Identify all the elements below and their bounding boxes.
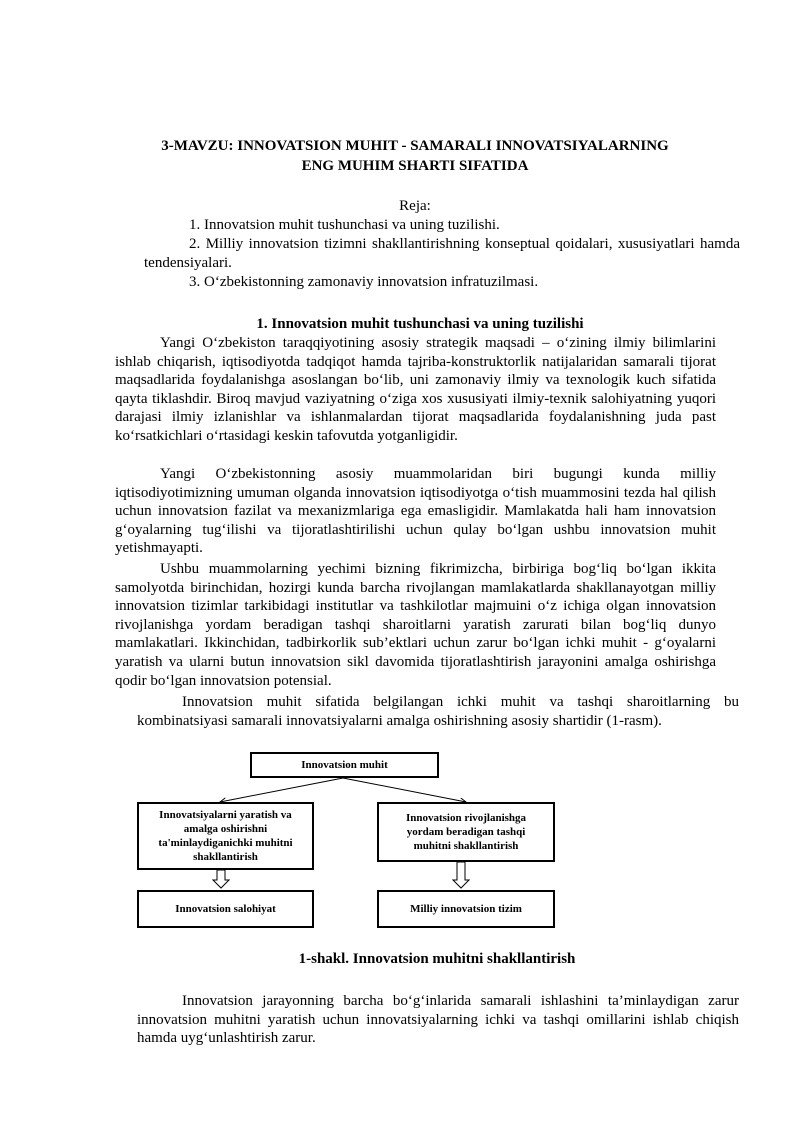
plan-item: 3. O‘zbekistonning zamonaviy innovatsion infratuzilmasi. xyxy=(189,274,539,290)
paragraph: Yangi O‘zbekiston taraqqiyotining asosiy strategik maqsadi – o‘zining ilmiy bilimlarini ishlab chiqarish, iqtisodiyotda tadqiqot hamda tajriba-konstruktorlik natijalaridan samarali tijorat maqsadlarida foydalanishga asoslangan bo‘lib, uni zamonaviy ilmiy va texnologik kuch sifatida qayta tiklashdir. Biroq mavjud vaziyatning o‘ziga xos xususiyati ilmiy-texnik salohiyatning yuqori darajasi ilmiy izlanishlar va ishlanmalardan tijorat maqsadlarida foydalanishning juda past ko‘rsatkichlari o‘rtasidagi keskin tafovutda yotganligidir. xyxy=(115,335,716,444)
paragraph: Ushbu muammolarning yechimi bizning fikrimizcha, birbiriga bog‘liq bo‘lgan ikkita samolyotda birinchidan, hozirgi kunda barcha rivojlangan mamlakatlarda shakllanayotgan milliy innovatsion tizimlar tarkibidagi institutlar va tashkilotlar majmuini o‘z ichiga olgan innovatsion rivojlanishga yordam beradigan tashqi sharoitlarni yaratish zarurati bilan bog‘liq dunyo mamlakatlari. Ikkinchidan, tadbirkorlik sub’ektlari uchun zarur bo‘lgan ichki muhit - g‘oyalarni yaratish va ularni butun innovatsion sikl davomida tijoratlashtirish jarayonini amalga oshirishga qodir bo‘lgan innovatsion potensial. xyxy=(115,561,716,689)
paragraph: Yangi O‘zbekistonning asosiy muammolaridan biri bugungi kunda milliy iqtisodiyotimizning umuman olganda innovatsion iqtisodiyotga o‘tish muammosini tezda hal qilish uchun innovatsion fazilat va mexanizmlariga ega emasligidir. Mamlakatda hali ham innovatsion g‘oyalarning tug‘ilishi va tijoratlashtirilishi uchun qulay bo‘lgan ushbu innovatsion muhit yetishmayapti. xyxy=(115,466,716,557)
paragraph: Innovatsion jarayonning barcha bo‘g‘inlarida samarali ishlashini ta’minlaydigan zarur innovatsion muhitni yaratish uchun innovatsiyalarning ichki va tashqi omillarini ishlab chiqish hamda uyg‘unlashtirish zarur. xyxy=(137,993,739,1047)
diagram-box-label: Innovatsion salohiyat xyxy=(175,903,276,915)
plan-list xyxy=(144,216,740,292)
diagram-box-innovation-environment xyxy=(250,752,439,778)
diagram-box-label: Milliy innovatsion tizim xyxy=(410,903,522,915)
diagram-box-external-environment xyxy=(377,802,555,862)
diagram-box-innovation-potential xyxy=(137,890,314,928)
section-heading: 1. Innovatsion muhit tushunchasi va uning tuzilishi xyxy=(256,316,584,332)
paragraph: Innovatsion muhit sifatida belgilangan ichki muhit va tashqi sharoitlarning bu kombinatsiyasi samarali innovatsiyalarni amalga oshirishning asosiy shartidir (1-rasm). xyxy=(137,694,739,729)
diagram-box-internal-environment xyxy=(137,802,314,870)
figure-caption: 1-shakl. Innovatsion muhitni shakllantirish xyxy=(298,951,576,967)
diagram-box-label: Innovatsion muhit xyxy=(301,759,388,771)
arrow-to-internal xyxy=(220,778,343,802)
diagram-box-label: Innovatsiyalarni yaratish va amalga oshirishni ta'minlaydiganichki muhitni shakllantirish xyxy=(158,809,293,863)
diagram-box-label: Innovatsion rivojlanishga yordam beradigan tashqi muhitni shakllantirish xyxy=(405,812,527,852)
title-line-2: ENG MUHIM SHARTI SIFATIDA xyxy=(301,158,529,174)
arrow-to-external xyxy=(343,778,466,802)
block-arrow-right xyxy=(453,862,469,888)
plan-label: Reja: xyxy=(399,198,431,214)
diagram-box-national-innovation-system xyxy=(377,890,555,928)
plan-item: 1. Innovatsion muhit tushunchasi va uning tuzilishi. xyxy=(189,217,500,233)
plan-item: 2. Milliy innovatsion tizimni shakllantirishning konseptual qoidalari, xususiyatlari hamda tendensiyalari. xyxy=(144,236,740,271)
document-title xyxy=(100,136,730,176)
block-arrow-left xyxy=(213,870,229,888)
title-line-1: 3-MAVZU: INNOVATSION MUHIT - SAMARALI INNOVATSIYALARNING xyxy=(161,138,669,154)
